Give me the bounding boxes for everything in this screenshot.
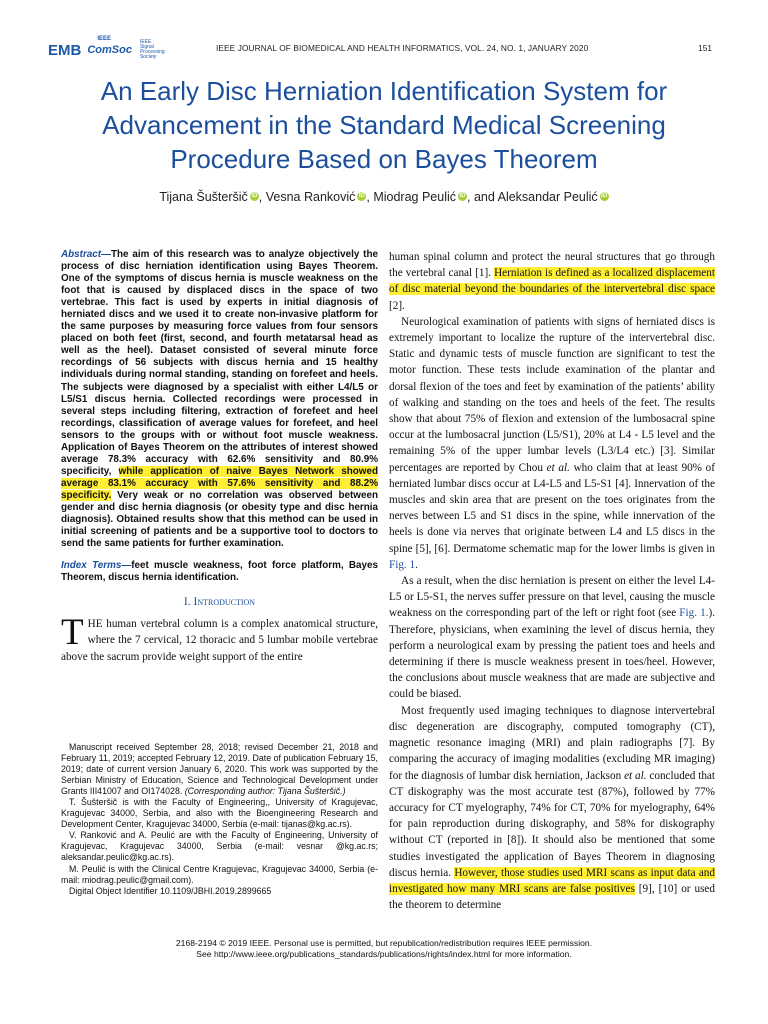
comsoc-label: ComSoc [87,44,132,56]
abstract-text-1: The aim of this research was to analyze objectively the process of disc herniation identification using Bayes Theorem. One of the symptoms of discus hernia is muscle weakness on the foot that is caused by displaced discs in the space of two vertebrae. This fact is used by experts in initial diagnosis of herniated discs and we used it to create non-invasive platform for the same purposes by measuring force values from four sensors placed on both feet (first, second, and fourth metatarsal head as well as the heel). Dataset consisted of several minute force recordings of 56 subjects with discus hernia and 15 healthy individuals during normal standing, standing on forefeet and heels. The subjects were diagnosed by a specialist with either L4/L5 or L5/S1 discus hernia. Collected recordings were processed in several steps including filtering, extraction of forefeet and heel recordings, classification of average values for forefeet, and heel sensors to the groups with or without foot muscle weakness. Application of Bayes Theorem on the attributes of interest showed average 78.3% accuracy with 62.6% sensitivity and 80.9% specificity, [61,249,378,477]
author-3: , Miodrag Peulić [366,190,457,204]
p1-text: human spinal column and protect the neural structures that go through the vertebral canal [1]. [389,251,715,280]
copyright-line-1: 2168-2194 © 2019 IEEE. Personal use is permitted, but republication/redistribution requires IEEE permission. [175,938,593,948]
abstract-text-2: Very weak or no correlation was observed between gender and disc hernia diagnosis (or obesity type and disc hernia diagnosis). Obtained results show that this method can be used in initial screening of patients and be a supportive tool to doctors to send the same patients for further examination. [61,489,378,550]
emb-logo: EMB [48,41,82,59]
abstract [61,249,378,550]
footnote-corresponding: (Corresponding author: Tijana Šušteršič.) [182,786,346,797]
p2-text-c: . [415,558,418,571]
running-header [48,38,720,62]
index-terms [61,560,378,584]
copyright-notice [40,938,728,960]
p2-text: Neurological examination of patients with signs of herniated discs is extremely important to localize the rupture of the intervertebral disc. Static and dynamic tests of muscle function are significant to test the motor function. These tests include examination of the plantar and dorsal flexion of the toes and feet by examination of the patients’ ability of walking and standing on the toes and heels of the feet. The results show that about 75% of flexion and extension of the lumbosacral spine occur at the lumbosacral junction (L5/S1), 20% at L4 - L5 level and the remaining 5% of the upper lumbar levels (L3/L4 etc.) [3]. Similar percentages are reported by Chou [389,315,715,474]
abstract-label: Abstract— [61,249,111,260]
footnote-manuscript [61,742,378,797]
fig1-link[interactable]: Fig. 1. [679,607,709,620]
comsoc-logo [87,36,132,56]
orcid-icon[interactable]: iD [601,193,608,199]
p1-highlight: Herniation is defined as a localized displacement of disc material beyond the boundaries of the intervertebral disc space [389,267,715,296]
paper-title: An Early Disc Herniation Identification System for Advancement in the Standard Medical Screening Procedure Based on Bayes Theorem [100,76,668,174]
footnote-manuscript-text: Manuscript received September 28, 2018; revised December 21, 2018 and February 11, 2019; accepted February 12, 2019. Date of publication February 15, 2019; date of current version January 6, 2020. This work was supported by the Serbian Ministry of Education, Science and Technological Development under Grants III41007 and OI174028. [61,742,378,797]
intro-text: HE human vertebral column is a complex anatomical structure, where the 7 cervical, 12 thoracic and 5 lumbar mobile vertebrae above the sacrum provide weight support of the entire [61,618,378,663]
right-column [389,249,715,913]
copyright-line-2: See http://www.ieee.org/publications_standards/publications/rights/index.html for more information. [196,949,572,959]
author-4: , and Aleksandar Peulić [467,190,598,204]
sps-logo: IEEE Signal Processing Society [139,39,165,60]
p3-text-b: ). Therefore, physicians, when examining the level of discus hernia, they perform a neurological exam by pressing the patient toes and heels and determining if there is muscle weakness present in toes/heel. However, the conclusions about muscle weakness that are made are subjective and could be biased. [389,607,715,701]
section-title: Introduction [193,596,256,609]
p2-etal: et al. [546,461,570,474]
society-logos [48,38,166,62]
p1-text-end: [2]. [389,299,405,312]
paragraph-3 [389,573,715,703]
footnote-affiliation-2: V. Ranković and A. Peulić are with the Faculty of Engineering, University of Kragujevac, Kragujevac 34000, Serbia (e-mail: vesnar @kg.ac.rs; aleksandar.peulic@kg.ac.rs). [61,830,378,863]
page-number: 151 [698,43,712,53]
paragraph-4 [389,703,715,914]
index-terms-text: feet muscle weakness, foot force platform, Bayes Theorem, discus hernia identification. [61,560,378,584]
footnotes [61,742,378,897]
index-terms-label: Index Terms— [61,560,132,572]
section-numeral: I. [183,596,194,609]
paragraph-2 [389,314,715,573]
left-column [61,249,378,665]
journal-line: IEEE JOURNAL OF BIOMEDICAL AND HEALTH INFORMATICS, VOL. 24, NO. 1, JANUARY 2020 [216,43,589,53]
footnote-affiliation-1: T. Šušteršič is with the Faculty of Engineering,, University of Kragujevac, Kragujevac 34000, Serbia, and also with the Bioengineering Research and Development Center, Kragujevac 34000, Serbia (e-mail: tijanas@kg.ac.rs). [61,797,378,830]
author-1: Tijana Šušteršič [159,190,248,204]
intro-paragraph [61,612,378,665]
orcid-icon[interactable]: iD [251,193,258,199]
p4-text-b: concluded that CT diskography was the most accurate test (87%), followed by 77% accuracy for CT myelography, 74% for CT, 70% for myelography, 64% for pain reproduction during diskography, and 58% for diskography without CT (reported in [8]). It should also be mentioned that some studies investigated the application of Bayes Theorem in diagnosing discus hernia. [389,769,715,879]
p2-text-b: who claim that at least 90% of herniated lumbar discs occur at L4-L5 and L5-S1 [4]. Innervation of the muscles and skin area that are present on the toes originates from the nerves between L5 and S1 discs in the spine, while innervation of the heels is done via nerves that originate between L4 and L5 discs in the spine [5], [6]. Dermatome schematic map for the lower limbs is given in [389,461,715,555]
drop-cap: T [61,612,84,654]
p3-text: As a result, when the disc herniation is present on either the level L4-L5 or L5-S1, the nerves suffer pressure on that level, causing the muscle weakness on the corresponding part of the left or right foot (see [389,575,715,620]
abstract-highlight: while application of naive Bayes Network showed average 83.1% accuracy with 57.6% sensitivity and 88.2% specificity. [61,465,379,501]
orcid-icon[interactable]: iD [358,193,365,199]
author-list [40,190,728,204]
section-heading-introduction [61,596,378,608]
footnote-affiliation-3: M. Peulić is with the Clinical Centre Kragujevac, Kragujevac 34000, Serbia (e-mail: miodrag.peulic@gmail.com). [61,863,378,885]
p4-text: Most frequently used imaging techniques to diagnose intervertebral disc degeneration are discography, computed tomography (CT), magnetic resonance imaging (MRI) and plain radiographs [7]. By comparing the accuracy of imaging modalities (excluding MR imaging) for the diagnosis of lumbar disk herniation, Jackson [389,704,715,782]
paragraph-1 [389,249,715,314]
fig1-link[interactable]: Fig. 1 [389,558,416,571]
orcid-icon[interactable]: iD [459,193,466,199]
footnote-doi: Digital Object Identifier 10.1109/JBHI.2019.2899665 [69,885,272,896]
p4-etal: et al. [624,769,647,782]
p4-text-c: [9], [10] or used the theorem to determine [389,882,715,912]
author-2: , Vesna Ranković [258,190,356,204]
comsoc-ieee-label: IEEE [97,36,112,42]
p4-highlight: However, those studies used MRI scans as input data and investigated how many MRI scans are false positives [389,866,715,895]
